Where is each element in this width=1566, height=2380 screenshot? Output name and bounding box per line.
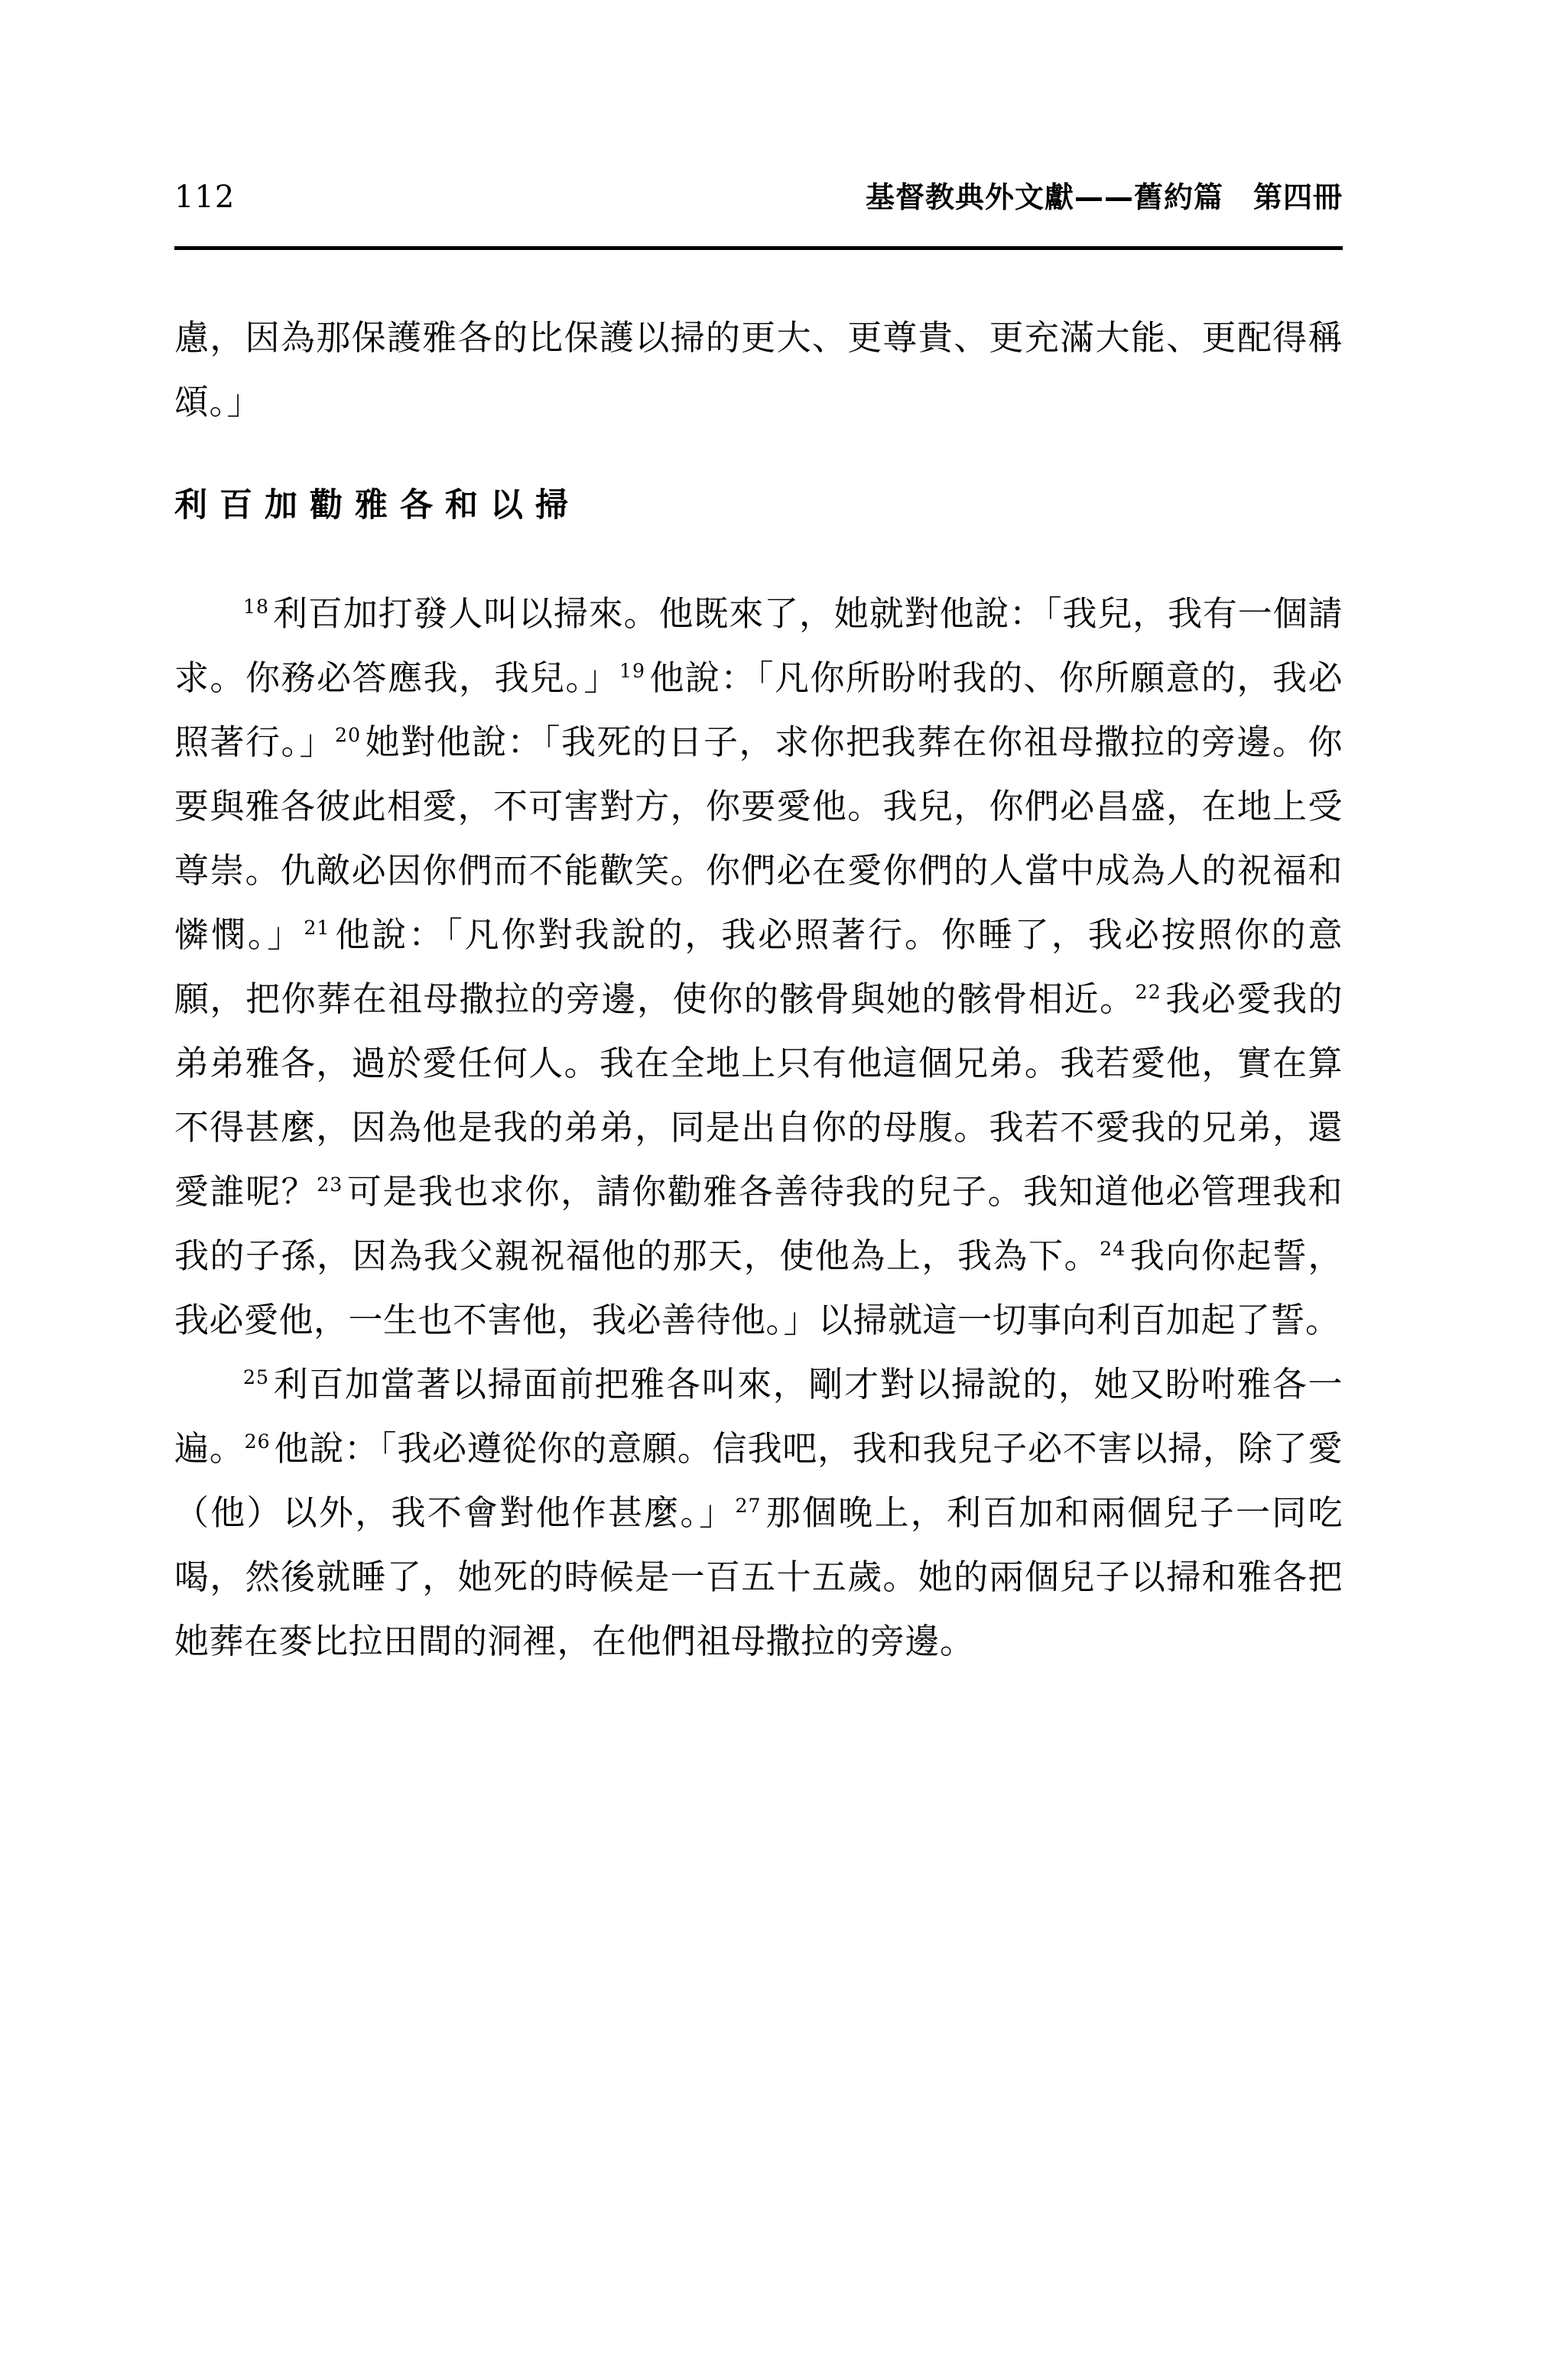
verse-22-text: 我必愛我的弟弟雅各，過於愛任何人。我在全地上只有他這個兄弟。我若愛他，實在算不得甚麼，因為他是我的弟弟，同是出自你的母腹。我若不愛我的兄弟，還愛誰呢？ [174, 979, 1343, 1212]
running-title: 基督教典外文獻——舊約篇 第四冊 [865, 180, 1343, 214]
verse-number-23: 23 [317, 1174, 343, 1196]
page-number: 112 [174, 180, 236, 215]
spacer [174, 434, 1343, 489]
verse-number-24: 24 [1100, 1238, 1126, 1261]
paragraph-continued [174, 306, 1343, 434]
verse-number-27: 27 [735, 1495, 762, 1518]
spacer [174, 522, 1343, 582]
body-text [174, 306, 1343, 1674]
verse-number-25: 25 [243, 1366, 270, 1389]
verse-27-text: 那個晚上，利百加和兩個兒子一同吃喝，然後就睡了，她死的時候是一百五十五歲。她的兩個兒子以掃和雅各把她葬在麥比拉田間的洞裡，在他們祖母撒拉的旁邊。 [174, 1492, 1343, 1661]
verse-number-22: 22 [1135, 981, 1162, 1004]
verse-number-19: 19 [619, 660, 646, 683]
verse-18-text: 利百加打發人叫以掃來。他既來了，她就對他說：「我兒，我有一個請求。你務必答應我，我兒。」 [174, 593, 1343, 698]
verse-24-text: 我向你起誓，我必愛他，一生也不害他，我必善待他。」以掃就這一切事向利百加起了誓。 [174, 1235, 1343, 1340]
verse-number-20: 20 [334, 724, 362, 747]
verse-19-text: 他說：「凡你所盼咐我的、你所願意的，我必照著行。」 [174, 658, 1343, 762]
verse-20-text: 她對他說：「我死的日子，求你把我葬在你祖母撒拉的旁邊。你要與雅各彼此相愛，不可害對方，你要愛他。我兒，你們必昌盛，在地上受尊崇。仇敵必因你們而不能歡笑。你們必在愛你們的人當中成為人的祝福和憐憫。」 [174, 722, 1343, 955]
paragraph-verses-18-24 [174, 582, 1343, 1352]
verse-21-text: 他說：「凡你對我說的，我必照著行。你睡了，我必按照你的意願，把你葬在祖母撒拉的旁邊，使你的骸骨與她的骸骨相近。 [174, 914, 1343, 1019]
verse-25-text: 利百加當著以掃面前把雅各叫來，剛才對以掃說的，她又盼咐雅各一遍。 [174, 1364, 1343, 1469]
section-heading: 利百加勸雅各和以掃 [174, 486, 580, 524]
verse-26-text: 他說：「我必遵從你的意願。信我吧，我和我兒子必不害以掃，除了愛（他）以外，我不會對他作甚麼。」 [174, 1428, 1343, 1533]
paragraph-continued-text: 慮，因為那保護雅各的比保護以掃的更大、更尊貴、更充滿大能、更配得稱頌。」 [174, 317, 1343, 422]
verse-number-26: 26 [244, 1430, 271, 1453]
running-head [174, 182, 1343, 213]
header-rule [174, 246, 1343, 250]
paragraph-verses-25-27 [174, 1352, 1343, 1674]
verse-23-text: 可是我也求你，請你勸雅各善待我的兒子。我知道他必管理我和我的子孫，因為我父親祝福他的那天，使他為上，我為下。 [174, 1171, 1343, 1276]
verse-number-21: 21 [304, 917, 330, 940]
verse-number-18: 18 [243, 596, 270, 619]
